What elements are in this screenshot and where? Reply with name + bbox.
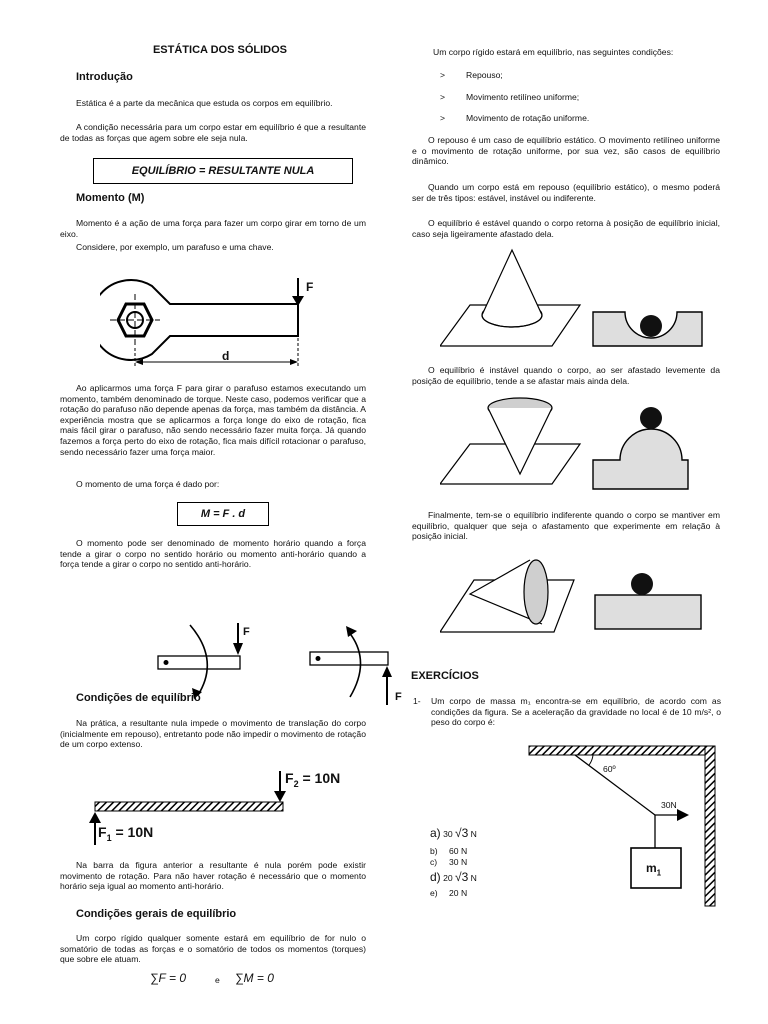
arrow-bullet-icon: >	[440, 92, 446, 102]
hatched-beam	[95, 802, 283, 811]
right-paragraph-6: Finalmente, tem-se o equilíbrio indiferente quando o corpo se mantiver em equilíbrio, qualquer que seja o afastamento que experimente em relação à posição inicial.	[412, 510, 720, 542]
angle-label: 60º	[603, 764, 616, 774]
stable-equilibrium-figure	[440, 248, 730, 358]
intro-paragraph-2: A condição necessária para um corpo estar em equilíbrio é que a resultante de todas as forças que agem sobre ele seja nula.	[60, 122, 366, 143]
force-f1-label: $F_1 = 10N$	[98, 824, 154, 843]
right-paragraph-2: O repouso é um caso de equilíbrio estático. O movimento retilíneo uniforme e o movimento de rotação uniforme, por sua vez, são casos de equilíbrio dinâmico.	[412, 135, 720, 167]
ceiling	[529, 746, 715, 755]
conditions-paragraph-1: Na prática, a resultante nula impede o movimento de translação do corpo (inicialmente em repouso), entretanto pode não impedir o movimento de rotação de um corpo extenso.	[60, 718, 366, 750]
unstable-equilibrium-figure	[440, 396, 730, 506]
right-paragraph-3: Quando um corpo está em repouso (equilíbrio estático), o mesmo poderá ser de três tipos: estável, instável ou indiferente.	[412, 182, 720, 203]
clockwise-force-label: F	[243, 626, 250, 638]
wrench-distance-label: d	[222, 349, 230, 363]
right-paragraph-4: O equilíbrio é estável quando o corpo retorna à posição de equilíbrio inicial, caso seja ligeiramente afastado dela.	[412, 218, 720, 239]
exercises-heading: EXERCÍCIOS	[411, 670, 479, 682]
conditions-paragraph-2: Na barra da figura anterior a resultante é nula porém pode existir movimento de rotação. Para não haver rotação é necessário que o momento horário seja igual ao momento anti-horário.	[60, 860, 366, 892]
neutral-equilibrium-figure	[440, 552, 730, 642]
answer-option-c-value: 30 N	[449, 857, 468, 867]
general-heading: Condições gerais de equilíbrio	[76, 908, 237, 920]
hanging-mass-figure	[525, 743, 725, 908]
intro-heading: Introdução	[76, 71, 133, 83]
intro-paragraph-1: Estática é a parte da mecânica que estuda os corpos em equilíbrio.	[76, 98, 333, 108]
answer-option-b: b)	[430, 846, 438, 856]
sum-moments-equation: ∑M = 0	[235, 971, 274, 985]
force-label: 30N	[661, 800, 677, 810]
answer-option-d: d) 20 √3 N	[430, 870, 477, 884]
general-paragraph-1: Um corpo rígido qualquer somente estará em equilíbrio de for nulo o somatório de todas as forças e o somatório de todos os momentos (torques) que sobre ele atuam.	[60, 933, 366, 965]
moment-heading: Momento (M)	[76, 192, 145, 204]
condition-item-rest: > Repouso;	[440, 70, 503, 80]
moment-paragraph-2: Considere, por exemplo, um parafuso e uma chave.	[76, 242, 274, 252]
equilibrium-equation-box	[93, 158, 353, 184]
answer-option-c: c)	[430, 857, 438, 867]
question-1-number: 1-	[413, 696, 421, 706]
conditions-heading: Condições de equilíbrio	[76, 692, 201, 704]
moment-formula: M = F . d	[200, 508, 246, 520]
moment-paragraph-4: O momento de uma força é dado por:	[76, 479, 220, 489]
mass-label: $m_1$	[646, 861, 662, 878]
wrench-figure	[100, 274, 330, 374]
wall	[705, 746, 715, 906]
anticlockwise-force-label: F	[395, 691, 402, 703]
answer-option-e-value: 20 N	[449, 888, 468, 898]
arrow-bullet-icon: >	[440, 70, 446, 80]
answer-option-b-value: 60 N	[449, 846, 468, 856]
condition-item-linear: > Movimento retilíneo uniforme;	[440, 92, 580, 102]
moment-formula-box	[177, 502, 269, 526]
moment-paragraph-5: O momento pode ser denominado de momento horário quando a força tende a girar o corpo no sentido horário ou momento anti-horário quando a força tende a girar o corpo no sentido anti-horário.	[60, 538, 366, 570]
equilibrium-equation: EQUILÍBRIO = RESULTANTE NULA	[131, 165, 315, 177]
equilibrium-conditions-intro: Um corpo rígido estará em equilíbrio, nas seguintes condições:	[433, 47, 674, 57]
sum-forces-equation: ∑F = 0	[150, 971, 187, 985]
equation-and: e	[215, 975, 220, 985]
answer-option-a: a) 30 √3 N	[430, 826, 477, 840]
answer-option-e: e)	[430, 888, 438, 898]
moment-paragraph-3: Ao aplicarmos uma força F para girar o parafuso estamos executando um momento, também denominado de torque. Neste caso, podemos verificar que a rotação do parafuso não depende apenas da força, mas também da distância. A experiência mostra que se aplicarmos a força longe do eixo de rotação, fica mais fácil girar o parafuso, não sendo necessário fazer muita força. Já quando fazemos a força perto do eixo de rotação, fica mais difícil rotacionar o parafuso, sendo necessário fazer uma força maior.	[60, 383, 366, 457]
question-1-text: Um corpo de massa m₁ encontra-se em equilíbrio, de acordo com as condições da figura. Se a aceleração da gravidade no local é de 10 m/s², o peso do corpo é:	[431, 696, 721, 728]
moment-paragraph-1: Momento é a ação de uma força para fazer um corpo girar em torno de um eixo.	[60, 218, 366, 239]
condition-item-rotation: > Movimento de rotação uniforme.	[440, 113, 590, 123]
arrow-bullet-icon: >	[440, 113, 446, 123]
force-f2-label: $F_2 = 10N$	[285, 770, 341, 789]
right-paragraph-5: O equilíbrio é instável quando o corpo, ao ser afastado levemente da posição de equilíbrio, tende a se afastar mais ainda dela.	[412, 365, 720, 386]
page-title: ESTÁTICA DOS SÓLIDOS	[152, 44, 288, 56]
wrench-force-label: F	[306, 280, 314, 294]
